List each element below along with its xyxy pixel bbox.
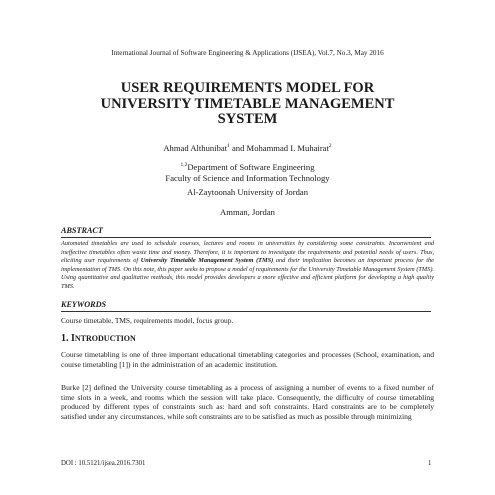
running-head: International Journal of Software Engineering & Applications (IJSEA), Vol.7, No.3, May 2016: [111, 49, 384, 57]
keywords-text: Course timetable, TMS, requirements model, focus group.: [61, 316, 234, 325]
author-1-superscript: 1: [227, 143, 230, 150]
introduction-paragraph-2: Burke [2] defined the University course timetabling as a process of assigning a number of events to a fixed number of time slots in a week, and rooms which the session will take place. Consequently, the difficulty of course timetabling produced by different types of constraints such as: hard and soft constraints. Hard constraints are to be completely satisfied under any circumstances, while soft constraints are to be satisfied as much as possible through minimizing: [61, 383, 434, 422]
affiliation-department-line: [0, 160, 495, 173]
affiliation-department: Department of Software Engineering: [187, 161, 315, 172]
title-line-3: SYSTEM: [217, 111, 278, 127]
title-line-2: UNIVERSITY TIMETABLE MANAGEMENT: [100, 95, 395, 112]
affiliation-university: Al-Zaytoonah University of Jordan: [186, 187, 308, 197]
introduction-heading: [61, 333, 136, 344]
page-number: 1: [428, 460, 432, 467]
affiliation-superscript: 1,2: [180, 162, 188, 168]
title-line-1: USER REQUIREMENTS MODEL FOR: [120, 80, 375, 96]
keywords-top-rule: [61, 311, 431, 312]
author-1-name: Ahmad Althunibat: [163, 143, 228, 153]
abstract-text-part-2: and their implication becomes an important process for the implementation of TMS. On this note, this paper seeks to propose a model of requirements for the University Timetable Management System (TMS). Using quantitative and qualitative methods, this model provides developers a more effective and efficient platform for developing a high quality TMS.: [61, 257, 434, 290]
doi-footer: DOI : 10.5121/ijsea.2016.7301: [61, 460, 146, 467]
abstract-top-rule: [61, 237, 431, 238]
abstract-heading: ABSTRACT: [61, 226, 103, 235]
author-line: [0, 143, 495, 153]
author-2-name: Mohammad I. Muhairat: [246, 143, 329, 153]
affiliation-city: Amman, Jordan: [220, 207, 275, 217]
abstract-body: [61, 240, 434, 292]
affiliation: [0, 160, 495, 184]
introduction-heading-rest: NTRODUCTION: [74, 334, 136, 343]
author-connector: and: [229, 143, 247, 153]
introduction-paragraph-1: Course timetabling is one of three important educational timetabling categories and processes (School, examination, and course timetabling [1]) in the administration of an academic institution.: [61, 350, 434, 369]
abstract-text-part-1: Automated timetables are used to schedule courses, lectures and rooms in universities by considering some constraints. Inconvenient and ineffective timetables often waste time and money. Therefore, it is important to investigate the requirements and potential needs of users. Thus, eliciting user requirements of: [61, 240, 434, 265]
paper-title: [60, 81, 435, 128]
affiliation-faculty: Faculty of Science and Information Technology: [165, 172, 330, 183]
introduction-heading-number: 1. I: [61, 333, 75, 344]
abstract-bold-term: University Timetable Management System (TMS): [140, 257, 274, 265]
keywords-heading: KEYWORDS: [61, 300, 107, 309]
author-2-superscript: 2: [328, 143, 332, 150]
